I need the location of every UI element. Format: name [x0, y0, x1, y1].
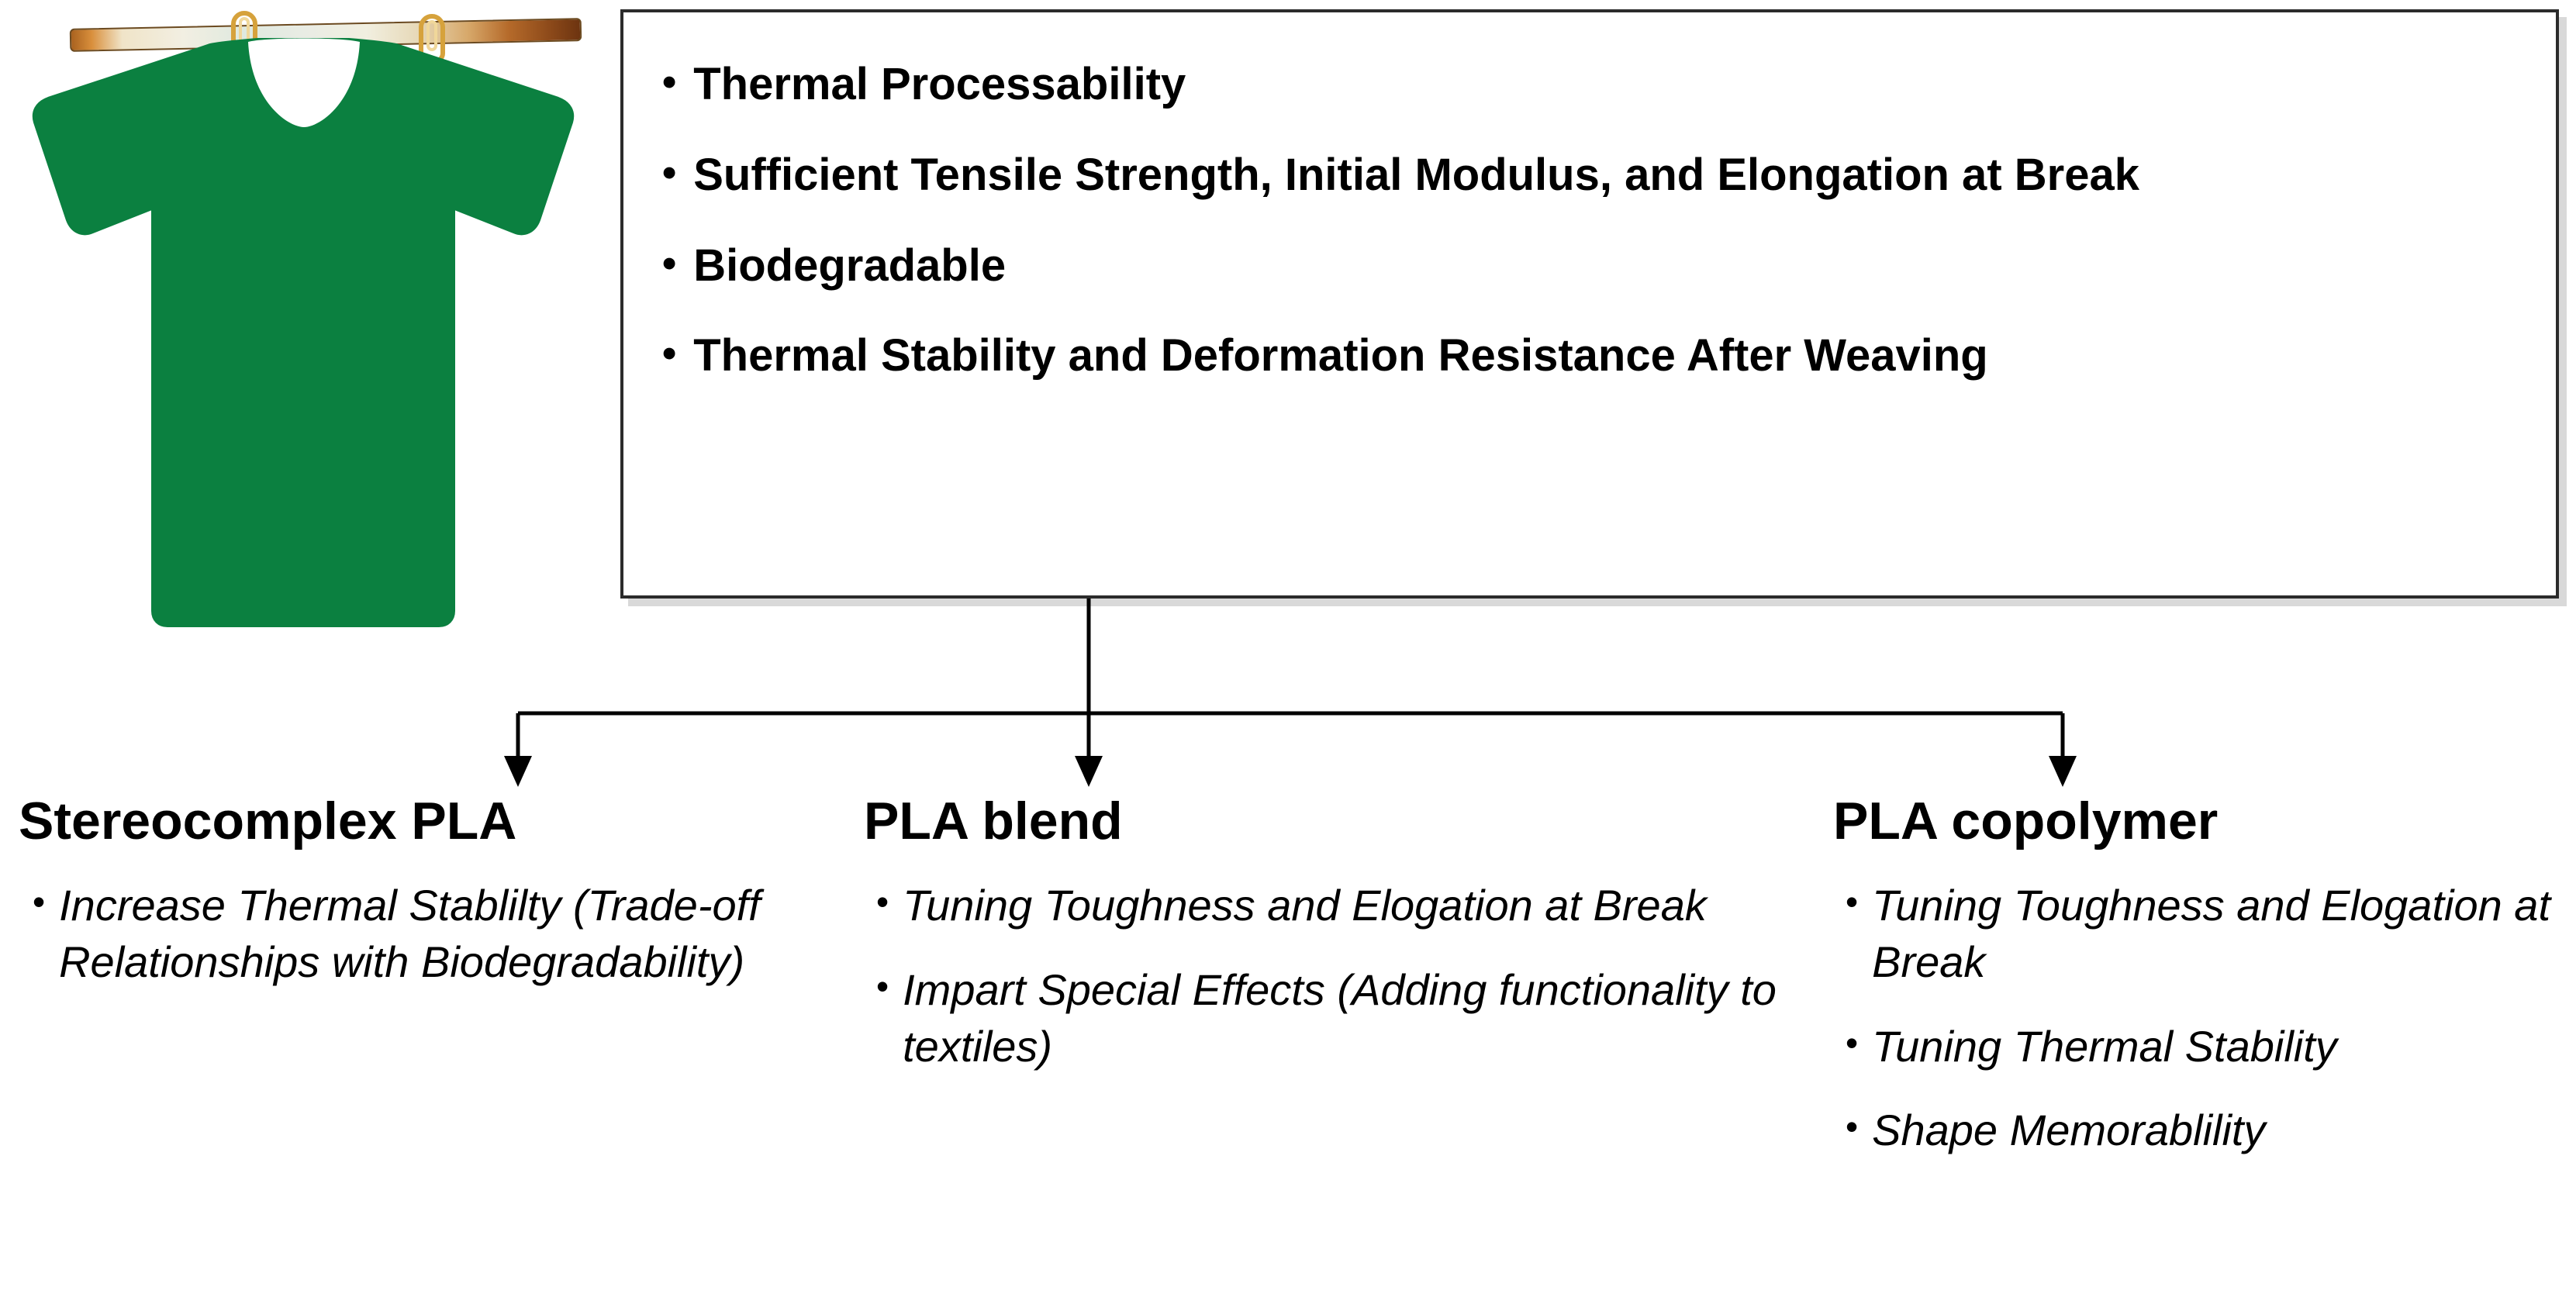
column-pla-blend	[853, 791, 1815, 1102]
column-title: PLA copolymer	[1833, 792, 2219, 850]
column-list-item	[1846, 878, 2576, 991]
requirement-item	[662, 239, 2525, 294]
arrowhead-stereocomplex	[504, 756, 532, 787]
bullet-icon: •	[662, 150, 677, 195]
requirements-box	[620, 9, 2559, 599]
arrowhead-blend	[1075, 756, 1103, 787]
column-title: Stereocomplex PLA	[19, 792, 517, 850]
arrowhead-copolymer	[2049, 756, 2077, 787]
bullet-icon: •	[1846, 881, 1859, 922]
column-item-text: Tuning Toughness and Elogation at Break	[903, 881, 1707, 930]
requirement-text: Sufficient Tensile Strength, Initial Modulus, and Elongation at Break	[693, 149, 2139, 200]
bullet-icon: •	[876, 965, 889, 1006]
column-stereocomplex-pla	[19, 791, 841, 1019]
requirement-item	[662, 329, 2525, 384]
bullet-icon: •	[662, 331, 677, 377]
column-list-item	[1846, 1019, 2576, 1075]
bullet-icon: •	[33, 881, 46, 922]
requirement-text: Biodegradable	[693, 240, 1007, 291]
bullet-icon: •	[662, 60, 677, 105]
column-list-item	[876, 962, 1815, 1075]
column-item-text: Increase Thermal Stablilty (Trade-off Relationships with Biodegradability)	[59, 881, 761, 986]
t-shirt-body-icon	[16, 37, 589, 634]
column-list-item	[876, 878, 1815, 934]
requirement-text: Thermal Stability and Deformation Resistance After Weaving	[693, 330, 1988, 381]
column-pla-copolymer	[1822, 791, 2576, 1187]
column-item-text: Shape Memorablility	[1872, 1106, 2266, 1155]
t-shirt-illustration	[16, 0, 589, 636]
column-list-item	[33, 878, 841, 991]
bullet-icon: •	[876, 881, 889, 922]
column-item-text: Tuning Toughness and Elogation at Break	[1872, 881, 2550, 986]
requirement-item	[662, 57, 2525, 112]
column-item-text: Tuning Thermal Stability	[1872, 1021, 2337, 1071]
column-list-item	[1846, 1102, 2576, 1159]
bullet-icon: •	[662, 240, 677, 286]
requirement-item	[662, 148, 2525, 203]
bullet-icon: •	[1846, 1106, 1859, 1147]
requirement-text: Thermal Processability	[693, 59, 1186, 109]
bullet-icon: •	[1846, 1022, 1859, 1063]
column-title: PLA blend	[864, 792, 1123, 850]
column-item-text: Impart Special Effects (Adding functionality to textiles)	[903, 964, 1777, 1071]
